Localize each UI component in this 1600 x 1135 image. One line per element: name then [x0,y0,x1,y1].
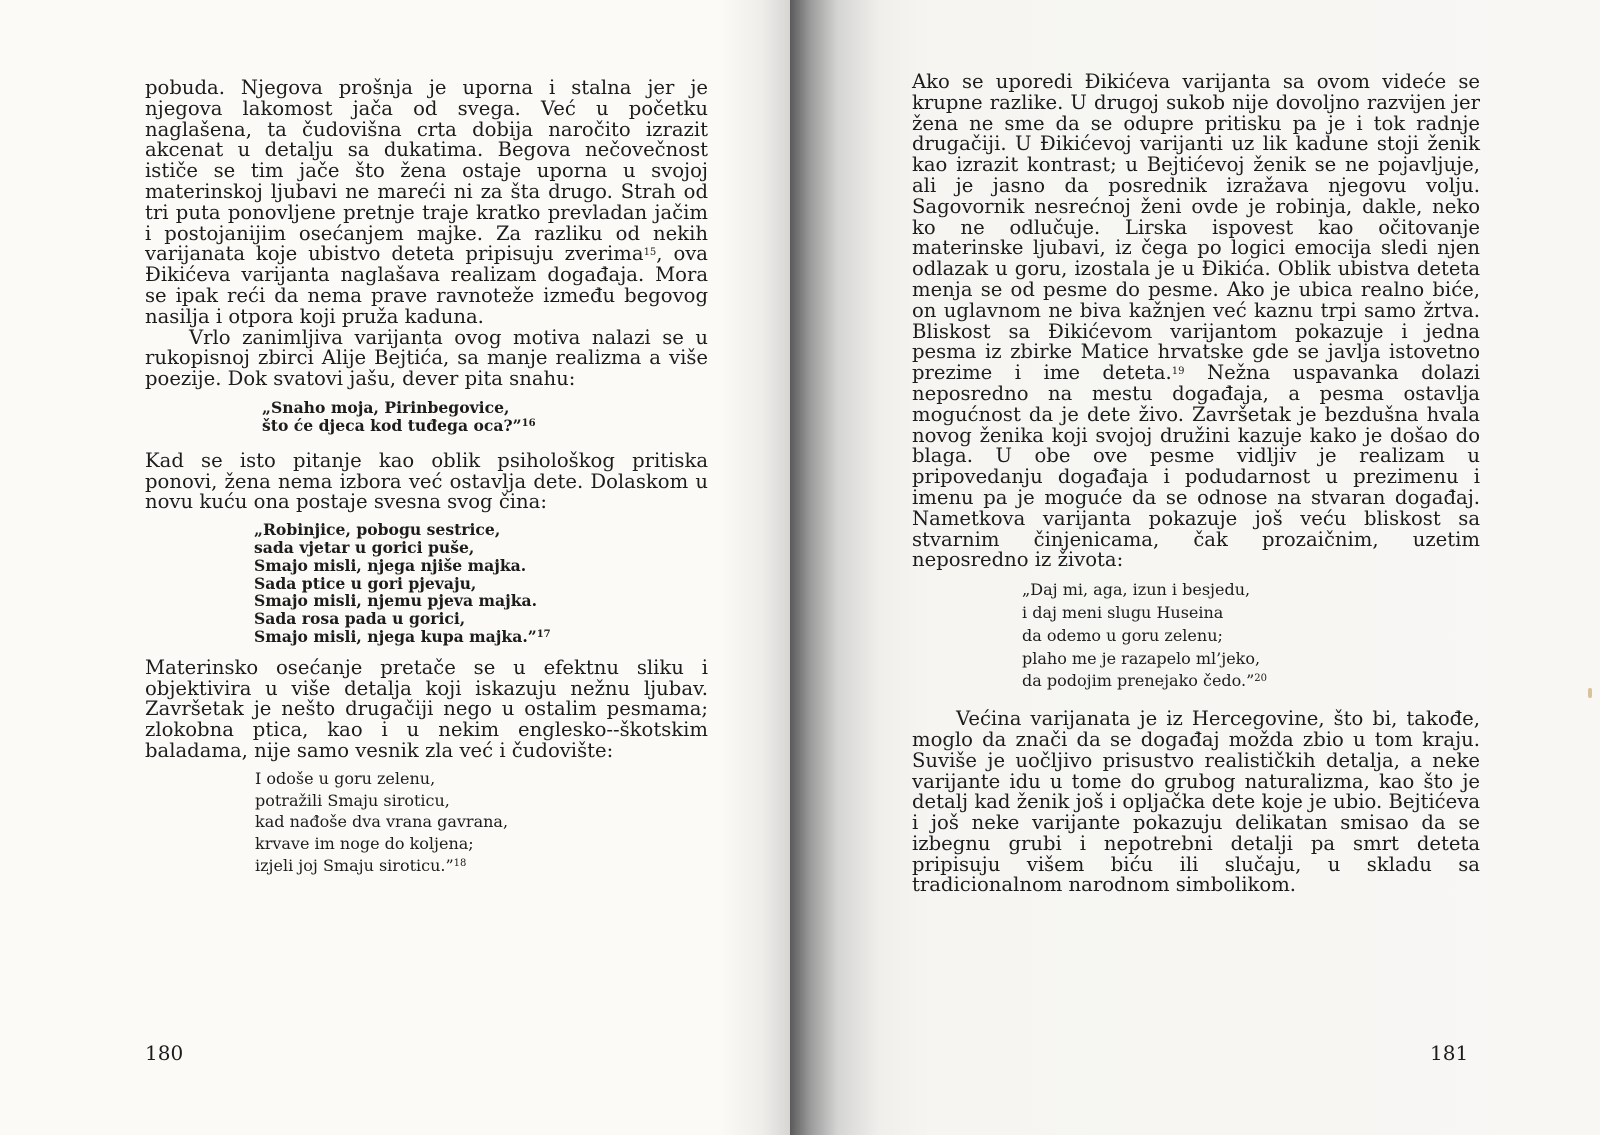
verse-line [254,628,708,646]
left-text-block [145,78,708,882]
left-paragraph-2: Vrlo zanimljiva varijanta ovog motiva nalazi se u rukopisnoj zbirci Alije Bejtića, sa manje realizma a više poezije. Dok svatovi jašu, dever pita snahu: [145,325,708,391]
verse-line: potražili Smaju siroticu, [255,790,450,810]
verse-line: sada vjetar u gorici puše, [254,537,475,557]
footnote-ref: 19 [1171,366,1185,378]
left-paragraph-3: Kad se isto pitanje kao oblik psihološkog pritiska ponovi, žena nema izbora već ostavlja dete. Dolaskom u novu kuću ona postaje svesna svog čina: [145,448,708,514]
verse-line: „Snaho moja, Pirinbegovice, [262,397,510,417]
verse-line [262,417,708,435]
footnote-ref: 15 [643,247,657,259]
footnote-ref: 16 [521,418,536,430]
verse-line: Smajo misli, njemu pjeva majka. [254,591,538,611]
verse-block-2 [254,521,708,646]
page-number-left: 180 [145,1041,184,1065]
gutter-shadow [720,0,790,1135]
verse-text: Smajo misli, njega kupa majka.” [254,626,537,646]
verse-text: da podojim prenejako čedo.” [1022,671,1255,691]
verse-line: plaho me je razapelo ml’jeko, [1022,648,1261,668]
left-page [0,0,790,1135]
text-run: Nežna uspavanka dolazi neposredno na mestu događaja, a pesma ostavlja mogućnost da je dete živo. Završetak je bezdušna hvala novog ženika koji svojoj družini kazuje kako je došao do blaga. U obe ove pesme vidljiv je realizam u pripovedanju događaja i podudarnost u prezimenu i imenu pa je moguće da se odnose na stvaran događaj. Nametkova varijanta pokazuje još veću bliskost sa stvarnim činjenicama, čak prozaičnim, uzetim neposredno iz života: [912,361,1480,572]
verse-line: Sada ptice u gori pjevaju, [254,573,477,593]
paper-smudge [1588,688,1592,698]
right-paragraph-2: Većina varijanata je iz Hercegovine, što bi, takođe, moglo da znači da se događaj možda zbio u tom kraju. Suviše je uočljivo prisustvo realističkih detalja, a neke varijante idu u tome do grubog naturalizma, kao što je detalj kad ženik još i opljačka dete koje je ubio. Bejtićeva i još neke varijante pokazuju delikatan smisao da se izbegnu grubi i nepotrebni detalji pa smrt deteta pripisuju višem biću ili slučaju, u skladu sa tradicionalnom narodnom simbolikom. [912,707,1480,897]
verse-text: izjeli joj Smaju siroticu.” [255,855,454,875]
verse-text: što će djeca kod tuđega oca?” [262,416,522,436]
footnote-ref: 20 [1254,673,1268,685]
left-paragraph-4: Materinsko osećanje pretače se u efektnu sliku i objektivira u više detalja koji iskazuju nežnu ljubav. Završetak je nešto drugačiji nego u ostalim pesmama; zlokobna ptica, kao i u nekim englesko--škotskim baladama, nije samo vesnik zla već i čudovište: [145,655,708,762]
verse-line: i daj meni slugu Huseina [1022,602,1224,622]
text-run: , ova Đikićeva varijanta naglašava realizam događaja. Mora se ipak reći da nema prave ravnoteže između begovog nasilja i otpora koji pruža kaduna. [145,242,708,328]
left-paragraph-1 [145,78,708,328]
verse-block-1 [262,399,708,436]
verse-line [1022,670,1480,693]
footnote-ref: 18 [453,857,467,869]
verse-line: „Robinjice, pobogu sestrice, [254,520,501,540]
right-page [790,0,1600,1135]
verse-line: kad nađoše dva vrana gavrana, [255,812,509,832]
right-text-block [912,72,1480,896]
text-run: Ako se uporedi Đikićeva varijanta sa ovom videće se krupne razlike. U drugoj sukob nije dovoljno razvijen jer žena ne sme da se odupre pritisku pa je i tok radnje drugačiji. U Đikićevoj varijanti uz lik kadune stoji ženik kao izrazit kontrast; u Bejtićevoj ženik se ne pojavljuje, ali je jasno da posrednik izražava njegovu volju. Sagovornik nesrećnoj ženi ovde je robinja, dakle, neko ko ne odlučuje. Lirska ispovest kao očitovanje materinske ljubavi, iz čega po logici emocija sledi njen odlazak u goru, izostala je u Đikića. Oblik ubistva deteta menja se od pesme do pesme. Ako je ubica realno biće, on uglavnom ne biva kažnjen već kaznu trpi samo žrtva. Bliskost sa Đikićevom varijantom pokazuje i jedna pesma iz zbirke Matice hrvatske gde se javlja istovetno prezime i ime deteta. [912,70,1480,385]
verse-line: Smajo misli, njega njiše majka. [254,555,527,575]
verse-line: Sada rosa pada u gorici, [254,609,466,629]
footnote-ref: 17 [536,628,551,640]
verse-line: „Daj mi, aga, izun i besjedu, [1022,580,1251,600]
verse-line: da odemo u goru zelenu; [1022,625,1223,645]
right-paragraph-1 [912,72,1480,571]
verse-block-3 [255,768,708,877]
page-number-right: 181 [1430,1041,1469,1065]
verse-line: krvave im noge do koljena; [255,834,474,854]
text-run: pobuda. Njegova prošnja je uporna i stalna jer je njegova lakomost jača od svega. Već u početku naglašena, ta čudovišna crta dobija naročito izrazit akcenat u detalju sa dukatima. Begova nečovečnost ističe se tim jače što žena ostaje uporna u svojoj materinskoj ljubavi ne mareći ni za šta drugo. Strah od tri puta ponovljene pretnje traje kratko prevladan jačim i postojanijim osećanjem majke. Za razliku od nekih varijanata koje ubistvo deteta pripisuju zverima [145,76,708,266]
verse-line [255,855,708,877]
verse-line: I odoše u goru zelenu, [255,768,436,788]
right-verse-block [1022,579,1480,693]
